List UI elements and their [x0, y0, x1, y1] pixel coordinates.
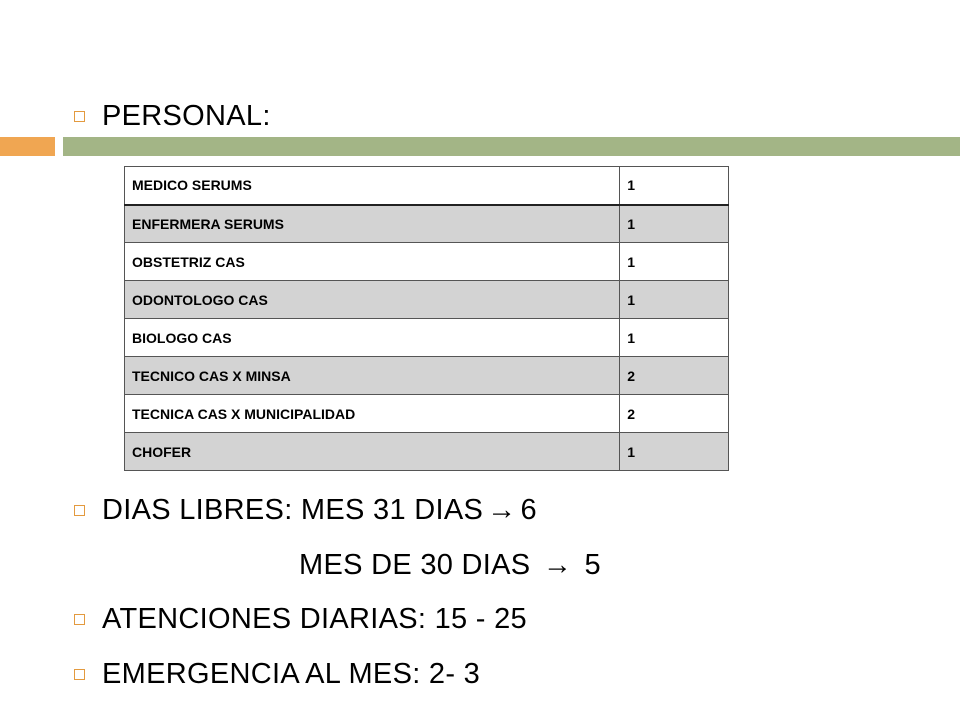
- role-cell: BIOLOGO CAS: [125, 319, 620, 357]
- accent-bar-orange: [0, 137, 55, 156]
- square-bullet-icon: [74, 669, 85, 680]
- role-cell: MEDICO SERUMS: [125, 167, 620, 205]
- square-bullet-icon: [74, 614, 85, 625]
- personal-label: PERSONAL:: [102, 100, 271, 132]
- arrow-right-icon: →: [542, 549, 573, 581]
- atenciones-text: ATENCIONES DIARIAS: 15 - 25: [102, 603, 527, 635]
- bullet-dias-libres: [74, 494, 537, 527]
- role-cell: TECNICA CAS X MUNICIPALIDAD: [125, 395, 620, 433]
- count-cell: 1: [620, 433, 729, 471]
- table-row: [125, 205, 729, 243]
- square-bullet-icon: [74, 111, 85, 122]
- count-cell: 2: [620, 357, 729, 395]
- role-cell: ENFERMERA SERUMS: [125, 205, 620, 243]
- table-row: [125, 281, 729, 319]
- role-cell: CHOFER: [125, 433, 620, 471]
- count-cell: 1: [620, 205, 729, 243]
- count-cell: 1: [620, 243, 729, 281]
- table-row: [125, 167, 729, 205]
- accent-bar-green: [63, 137, 960, 156]
- bullet-emergencia: [74, 658, 480, 691]
- table-row: [125, 319, 729, 357]
- emergencia-text: EMERGENCIA AL MES: 2- 3: [102, 658, 481, 690]
- mes-30-line: [299, 549, 601, 582]
- bullet-personal: [74, 100, 271, 133]
- role-cell: ODONTOLOGO CAS: [125, 281, 620, 319]
- count-cell: 1: [620, 167, 729, 205]
- table-row: [125, 395, 729, 433]
- count-cell: 1: [620, 319, 729, 357]
- square-bullet-icon: [74, 505, 85, 516]
- dias-libres-value: 6: [520, 494, 537, 526]
- table-row: [125, 243, 729, 281]
- role-cell: OBSTETRIZ CAS: [125, 243, 620, 281]
- count-cell: 2: [620, 395, 729, 433]
- dias-libres-label: DIAS LIBRES: MES 31 DIAS: [102, 494, 484, 526]
- bullet-atenciones: [74, 603, 527, 636]
- mes-30-label: MES DE 30 DIAS: [299, 549, 531, 581]
- table-row: [125, 433, 729, 471]
- role-cell: TECNICO CAS X MINSA: [125, 357, 620, 395]
- table-row: [125, 357, 729, 395]
- count-cell: 1: [620, 281, 729, 319]
- mes-30-value: 5: [584, 549, 601, 581]
- arrow-right-icon: →: [487, 494, 517, 526]
- staff-table: [124, 166, 729, 471]
